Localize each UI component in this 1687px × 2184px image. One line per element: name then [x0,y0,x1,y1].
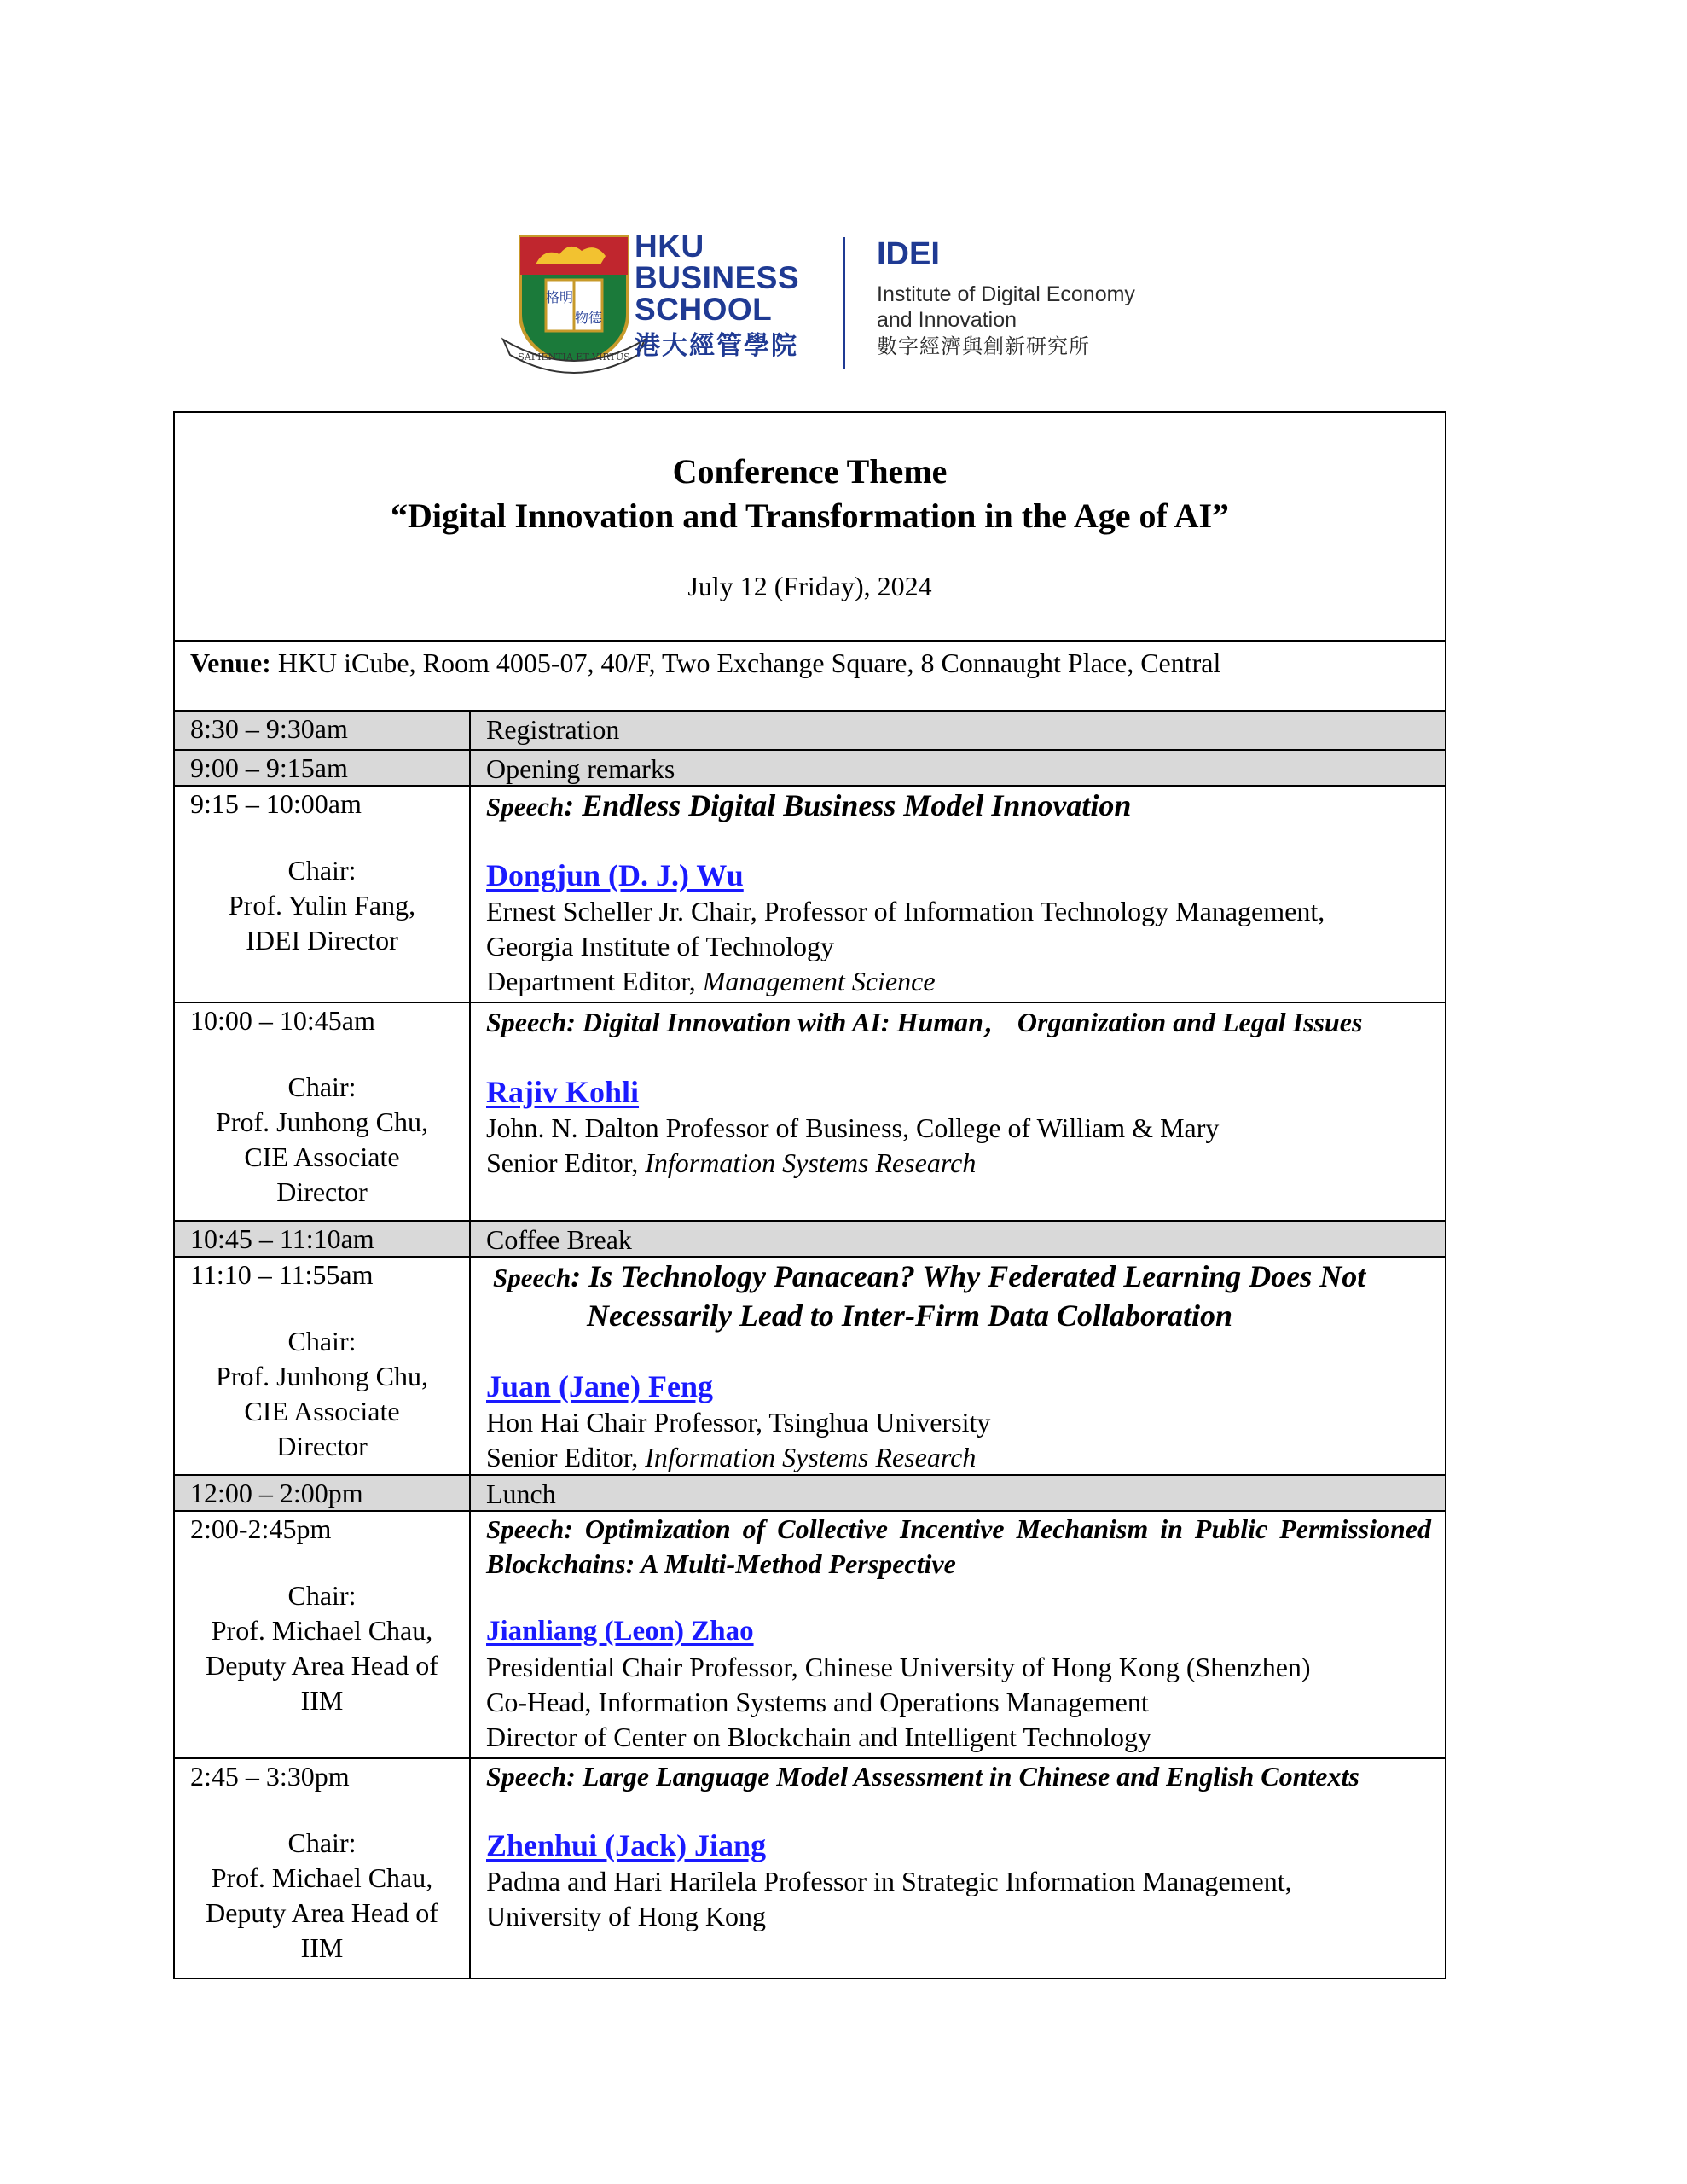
chair-line: CIE Associate [244,1396,400,1426]
detail-cell [471,1512,1445,1757]
affiliation-line: Ernest Scheller Jr. Chair, Professor of Information Technology Management, [486,896,1325,926]
time-text: 9:15 – 10:00am [190,788,362,819]
idei-line2: and Innovation [877,308,1017,332]
time-text: 11:10 – 11:55am [190,1259,374,1290]
theme-title: “Digital Innovation and Transformation in the Age of AI” [390,497,1230,535]
schedule-row-registration [175,712,1445,751]
hku-line1: HKU [635,229,704,264]
time-cell [175,1476,471,1510]
speech-title-text: : Is Technology Panacean? Why Federated Learning Does Not [571,1259,1366,1293]
schedule-row-coffee-break [175,1222,1445,1258]
chair-block [190,1578,454,1718]
detail-cell [471,1759,1445,1979]
chair-line: Chair: [287,1326,357,1356]
chair-line: Prof. Junhong Chu, [216,1361,428,1391]
affiliation-prefix: Senior Editor, [486,1442,646,1472]
detail-cell [471,712,1445,749]
theme-heading: Conference Theme [672,452,948,491]
speech-title: Speech: Large Language Model Assessment in Chinese and English Contexts [486,1761,1359,1792]
hku-shield-icon [501,230,646,375]
journal-name: Information Systems Research [645,1147,977,1178]
theme-block [175,413,1445,642]
time-text: 10:45 – 11:10am [190,1223,374,1254]
hku-chinese-name: 港大經管學院 [635,332,798,360]
chair-line: Chair: [287,1072,357,1102]
logo-divider [843,237,845,369]
affiliation-line [486,1440,1431,1475]
svg-text:格明: 格明 [545,289,574,305]
schedule-row-session-3 [175,1258,1445,1476]
affiliation-line [486,964,1431,999]
chair-line: Deputy Area Head of [206,1897,438,1928]
chair-line: IIM [300,1685,344,1716]
venue-text: HKU iCube, Room 4005-07, 40/F, Two Exchange Square, 8 Connaught Place, Central [270,648,1221,678]
time-cell [175,1258,471,1474]
speaker-link[interactable]: Dongjun (D. J.) Wu [486,858,744,892]
detail-cell [471,787,1445,1002]
affiliation-line: Co-Head, Information Systems and Operations Management [486,1687,1149,1717]
affiliation-prefix: Department Editor, [486,966,703,996]
time-cell [175,1759,471,1979]
speech-title-line2 [486,1297,1431,1335]
chair-line: Prof. Yulin Fang, [228,890,416,921]
detail-text: Lunch [486,1478,556,1509]
time-cell [175,1003,471,1220]
speaker-link[interactable]: Rajiv Kohli [486,1075,640,1109]
affiliation-prefix: Senior Editor, [486,1147,646,1178]
time-cell [175,712,471,749]
chair-line: CIE Associate [244,1141,400,1172]
chair-block [190,1070,454,1210]
program-table [173,411,1446,1979]
affiliation-line: Padma and Hari Harilela Professor in Strategic Information Management, [486,1866,1292,1896]
detail-cell [471,751,1445,785]
affiliation-line: John. N. Dalton Professor of Business, College of William & Mary [486,1112,1220,1143]
venue-row [175,642,1445,712]
conference-date: July 12 (Friday), 2024 [687,571,932,601]
speech-label: Speech [486,1514,565,1544]
speech-label: Speech [486,792,565,822]
hku-line3: SCHOOL [635,292,773,327]
speech-title-text: : Optimization of Collective Incentive Mechanism in Public Permissioned Blockchains: A Multi-Method Perspective [486,1513,1431,1579]
detail-cell [471,1003,1445,1220]
speaker-link[interactable]: Zhenhui (Jack) Jiang [486,1828,767,1862]
chair-line: Prof. Michael Chau, [211,1615,433,1646]
chair-line: Director [276,1176,368,1207]
chair-line: Deputy Area Head of [206,1650,438,1681]
speech-title-text: : Endless Digital Business Model Innovation [564,788,1132,822]
chair-line: Chair: [287,1580,357,1611]
detail-text: Registration [486,714,620,745]
chair-line: Director [276,1431,368,1461]
time-text: 2:00-2:45pm [190,1513,332,1544]
chair-line: Prof. Michael Chau, [211,1862,433,1893]
schedule-row-session-4 [175,1512,1445,1759]
journal-name: Information Systems Research [645,1442,977,1472]
schedule-row-lunch [175,1476,1445,1512]
time-text: 9:00 – 9:15am [190,752,348,783]
chair-line: IDEI Director [246,925,398,956]
speech-label: Speech [493,1263,571,1292]
detail-cell [471,1222,1445,1256]
time-cell [175,1512,471,1757]
svg-text:物德: 物德 [574,310,603,326]
detail-cell [471,1258,1445,1474]
time-text: 8:30 – 9:30am [190,713,348,744]
time-text: 12:00 – 2:00pm [190,1478,363,1508]
hku-business-school-wordmark [635,230,831,363]
affiliation-line: Georgia Institute of Technology [486,931,835,961]
chair-line: Prof. Junhong Chu, [216,1107,428,1137]
schedule-row-session-5 [175,1759,1445,1979]
logo-header [501,230,1201,375]
speaker-link[interactable]: Jianliang (Leon) Zhao [486,1616,754,1647]
idei-chinese-name: 數字經濟與創新研究所 [877,335,1090,358]
schedule-row-session-1 [175,787,1445,1003]
detail-text: Opening remarks [486,753,675,784]
idei-abbr: IDEI [877,236,940,272]
speech-title [486,1512,1431,1582]
detail-text: Coffee Break [486,1224,632,1255]
speech-title: Speech: Digital Innovation with AI: Human， Organization and Legal Issues [486,1007,1363,1037]
chair-block [190,853,454,958]
schedule-row-opening [175,751,1445,787]
affiliation-line: Director of Center on Blockchain and Intelligent Technology [486,1722,1152,1752]
chair-block [190,1324,454,1464]
speaker-link[interactable]: Juan (Jane) Feng [486,1369,714,1403]
chair-block [190,1826,454,1966]
chair-line: Chair: [287,855,357,886]
idei-line1: Institute of Digital Economy [877,282,1135,306]
svg-text:SAPIENTIA ET VIRTUS: SAPIENTIA ET VIRTUS [518,351,630,363]
affiliation-line: Hon Hai Chair Professor, Tsinghua University [486,1407,991,1438]
idei-wordmark [877,235,1235,362]
chair-line: Chair: [287,1827,357,1858]
time-cell [175,1222,471,1256]
time-text: 2:45 – 3:30pm [190,1761,350,1792]
venue-label: Venue: [190,648,271,678]
schedule-row-session-2 [175,1003,1445,1222]
speech-title [486,787,1431,826]
time-cell [175,751,471,785]
hku-line2: BUSINESS [635,260,800,295]
chair-line: IIM [300,1932,344,1963]
time-cell [175,787,471,1002]
speech-title-text: Necessarily Lead to Inter-Firm Data Collaboration [587,1298,1233,1333]
detail-cell [471,1476,1445,1510]
time-text: 10:00 – 10:45am [190,1005,375,1036]
journal-name: Management Science [702,966,936,996]
speech-title [486,1258,1431,1297]
affiliation-line: University of Hong Kong [486,1901,766,1931]
affiliation-line: Presidential Chair Professor, Chinese University of Hong Kong (Shenzhen) [486,1652,1311,1682]
affiliation-line [486,1146,1431,1181]
